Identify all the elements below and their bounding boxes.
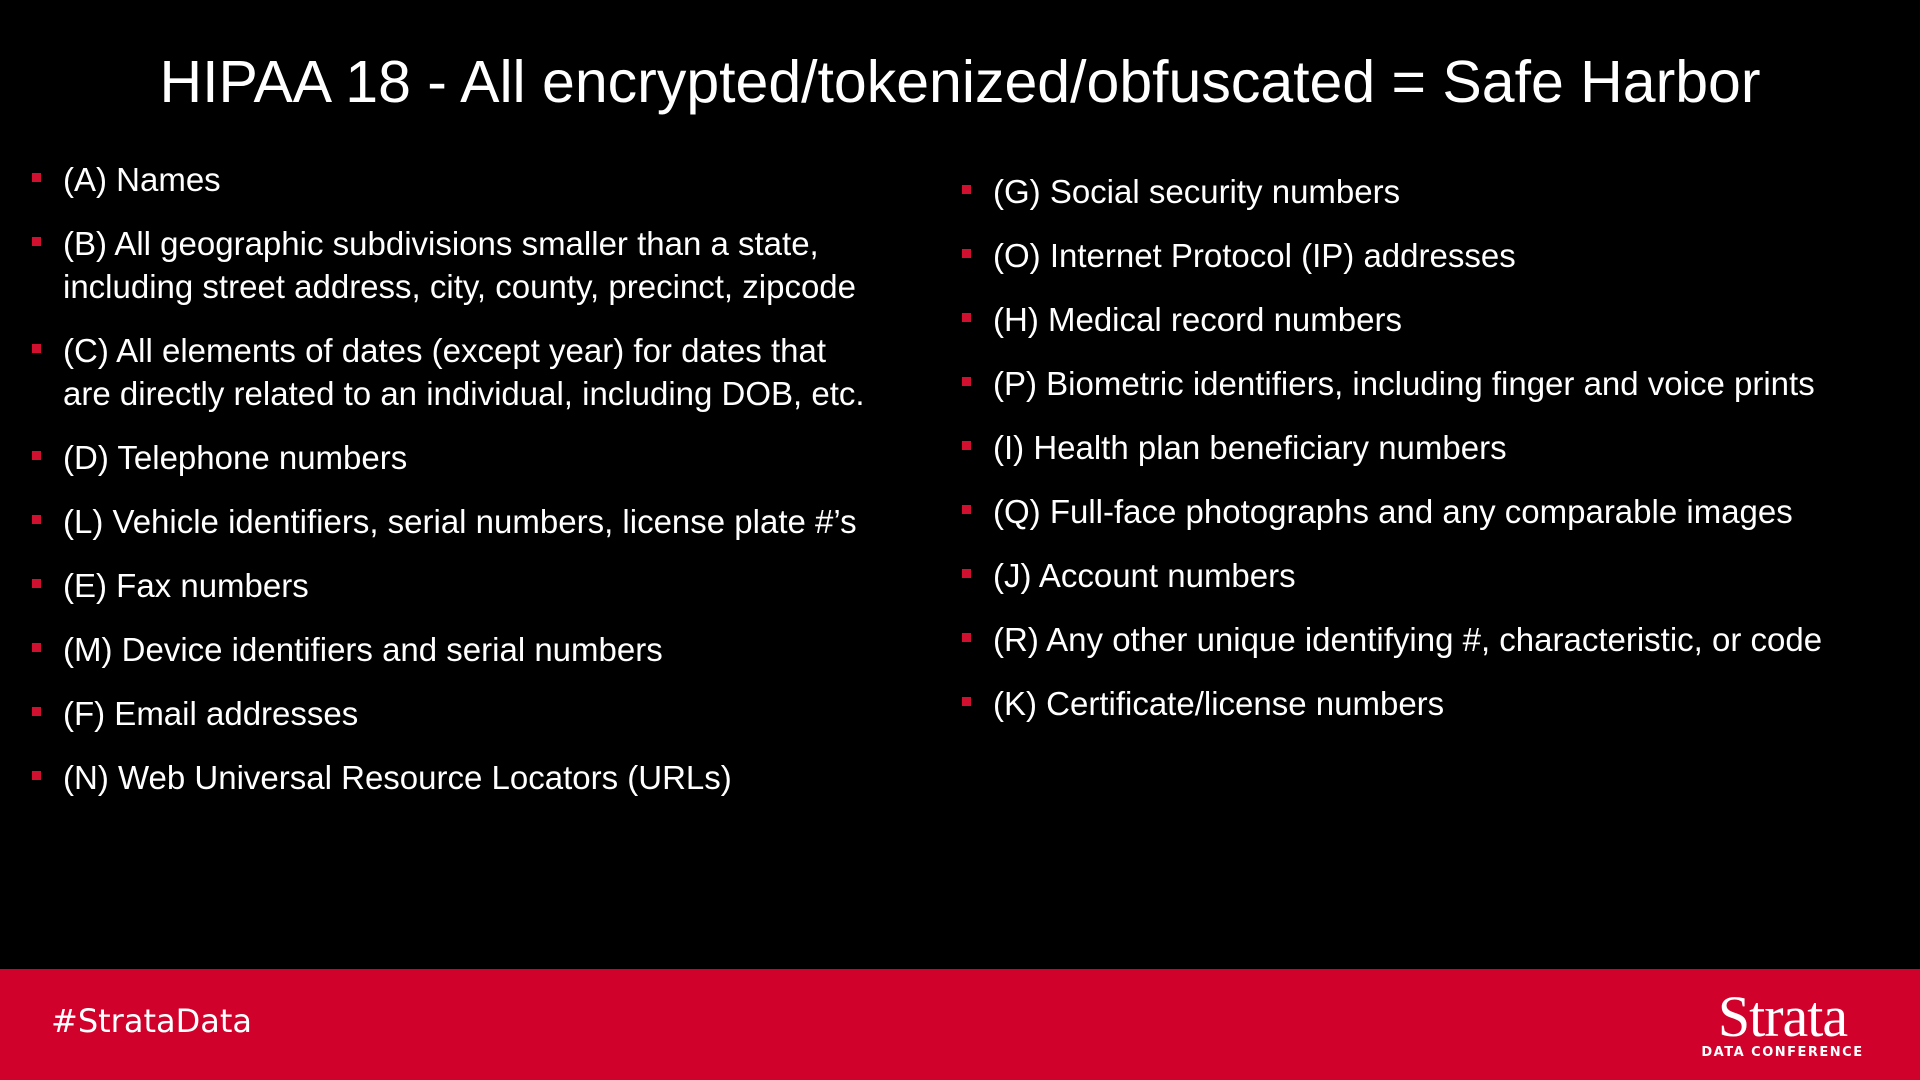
square-bullet-icon (32, 173, 41, 182)
footer-band (0, 969, 1920, 1080)
list-item-text: (F) Email addresses (63, 695, 359, 732)
square-bullet-icon (32, 707, 41, 716)
right-identifier-list (960, 170, 1920, 746)
square-bullet-icon (32, 579, 41, 588)
list-item (960, 362, 1920, 405)
list-item-text: (Q) Full-face photographs and any comparable images (993, 493, 1793, 530)
list-item (960, 426, 1920, 469)
square-bullet-icon (32, 771, 41, 780)
list-item (30, 500, 950, 543)
list-item-text: (O) Internet Protocol (IP) addresses (993, 237, 1516, 274)
left-identifier-list (30, 158, 950, 820)
list-item (960, 170, 1920, 213)
list-item-text: including street address, city, county, precinct, zipcode (63, 268, 856, 305)
list-item-text: (K) Certificate/license numbers (993, 685, 1445, 722)
square-bullet-icon (962, 185, 971, 194)
square-bullet-icon (962, 697, 971, 706)
list-item-text: (G) Social security numbers (993, 173, 1401, 210)
list-item (30, 692, 950, 735)
list-item-text: (D) Telephone numbers (63, 439, 408, 476)
list-item (30, 329, 950, 415)
square-bullet-icon (32, 643, 41, 652)
list-item-text: (M) Device identifiers and serial numbers (63, 631, 663, 668)
list-item (960, 554, 1920, 597)
event-hashtag: #StrataData (51, 1002, 252, 1040)
square-bullet-icon (32, 451, 41, 460)
square-bullet-icon (32, 237, 41, 246)
list-item (960, 298, 1920, 341)
list-item-text: (H) Medical record numbers (993, 301, 1402, 338)
square-bullet-icon (962, 441, 971, 450)
logo-wordmark: Strata (1717, 984, 1848, 1049)
list-item-text: are directly related to an individual, including DOB, etc. (63, 375, 865, 412)
strata-logo (1695, 984, 1870, 1061)
list-item-text: (I) Health plan beneficiary numbers (993, 429, 1507, 466)
square-bullet-icon (962, 633, 971, 642)
list-item-text: (R) Any other unique identifying #, characteristic, or code (993, 621, 1823, 658)
list-item-text: (J) Account numbers (993, 557, 1296, 594)
list-item (30, 756, 950, 799)
list-item-text: (E) Fax numbers (63, 567, 309, 604)
list-item (960, 618, 1920, 661)
logo-subtitle: DATA CONFERENCE (1701, 1045, 1864, 1060)
square-bullet-icon (962, 249, 971, 258)
square-bullet-icon (962, 377, 971, 386)
list-item-text: (A) Names (63, 161, 221, 198)
slide-title: HIPAA 18 - All encrypted/tokenized/obfuscated = Safe Harbor (159, 49, 1761, 115)
square-bullet-icon (32, 515, 41, 524)
square-bullet-icon (32, 344, 41, 353)
list-item (960, 682, 1920, 725)
list-item (30, 222, 950, 308)
list-item (960, 234, 1920, 277)
list-item (30, 436, 950, 479)
list-item-text: (P) Biometric identifiers, including finger and voice prints (993, 365, 1815, 402)
list-item-text: (C) All elements of dates (except year) for dates that (63, 332, 827, 369)
list-item (30, 564, 950, 607)
square-bullet-icon (962, 313, 971, 322)
list-item-text: (N) Web Universal Resource Locators (URLs) (63, 759, 732, 796)
list-item (30, 628, 950, 671)
square-bullet-icon (962, 569, 971, 578)
list-item-text: (B) All geographic subdivisions smaller than a state, (63, 225, 819, 262)
list-item-text: (L) Vehicle identifiers, serial numbers, license plate #’s (63, 503, 857, 540)
square-bullet-icon (962, 505, 971, 514)
list-item (960, 490, 1920, 533)
list-item (30, 158, 950, 201)
